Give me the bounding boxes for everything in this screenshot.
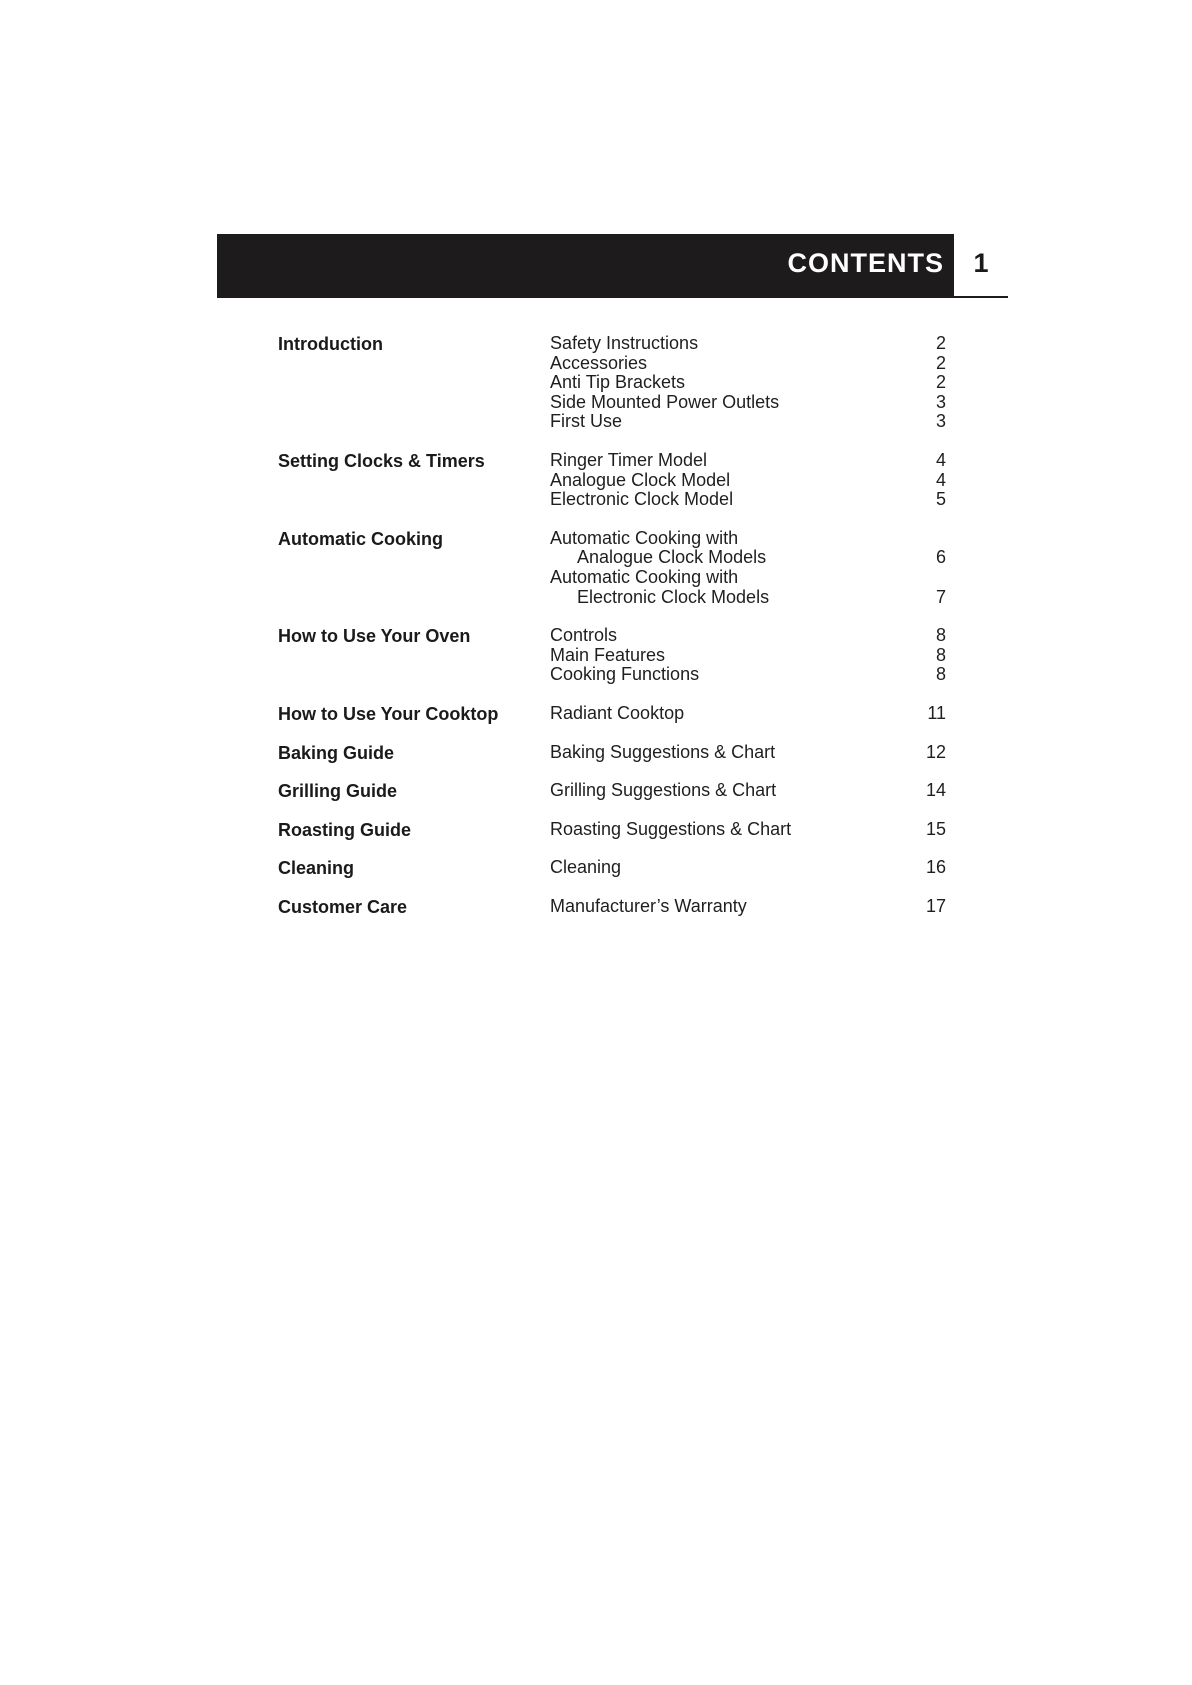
entry-title: Analogue Clock Models <box>577 547 767 568</box>
toc-entry[interactable] <box>550 471 950 491</box>
section-title[interactable]: Introduction <box>278 334 383 354</box>
entry-title: Anti Tip Brackets <box>550 372 686 393</box>
entry-title: Side Mounted Power Outlets <box>550 391 780 412</box>
entry-title: Electronic Clock Model <box>550 489 734 510</box>
section-entries <box>550 529 950 607</box>
entry-title: Radiant Cooktop <box>550 702 685 723</box>
section-title[interactable]: Automatic Cooking <box>278 528 443 549</box>
entry-title: Controls <box>550 625 618 646</box>
entry-page-number: 8 <box>935 625 946 646</box>
entry-page-number: 3 <box>935 411 946 432</box>
entry-title: Ringer Timer Model <box>550 449 708 470</box>
entry-page-number: 16 <box>925 857 946 878</box>
toc-section <box>278 334 950 432</box>
entry-page-number: 8 <box>935 644 946 665</box>
section-entries <box>550 820 950 840</box>
toc-entry[interactable] <box>550 451 950 471</box>
toc-entry[interactable] <box>550 704 950 724</box>
section-title[interactable]: Baking Guide <box>278 742 395 763</box>
toc-entry[interactable] <box>550 393 950 413</box>
toc-entry[interactable] <box>550 858 950 878</box>
entry-page-number: 2 <box>935 333 946 353</box>
section-title[interactable]: Roasting Guide <box>278 819 412 840</box>
section-entries <box>550 781 950 801</box>
toc-entry[interactable] <box>550 373 950 393</box>
section-entries <box>550 451 950 510</box>
entry-title: Accessories <box>550 352 648 373</box>
toc-section <box>278 626 950 685</box>
entry-title: Cleaning <box>550 857 622 878</box>
toc-section <box>278 743 950 763</box>
page-number-rule <box>954 296 1008 298</box>
toc-section <box>278 529 950 607</box>
entry-title: Roasting Suggestions & Chart <box>550 818 792 839</box>
contents-header-bar <box>217 234 954 298</box>
toc-entry[interactable] <box>550 897 950 917</box>
entry-page-number: 2 <box>935 352 946 373</box>
toc-section <box>278 704 950 724</box>
section-entries <box>550 626 950 685</box>
entry-page-number: 7 <box>935 586 946 607</box>
toc-entry[interactable] <box>550 354 950 374</box>
section-entries <box>550 858 950 878</box>
entry-page-number: 5 <box>935 489 946 510</box>
entry-title: Grilling Suggestions & Chart <box>550 780 777 801</box>
toc-section <box>278 820 950 840</box>
entry-title: Analogue Clock Model <box>550 469 731 490</box>
toc-entry[interactable] <box>550 743 950 763</box>
entry-title: Electronic Clock Models <box>577 586 770 607</box>
section-entries <box>550 704 950 724</box>
section-entries <box>550 743 950 763</box>
section-title[interactable]: How to Use Your Cooktop <box>278 703 499 724</box>
toc-entry[interactable] <box>550 548 950 568</box>
toc-section <box>278 781 950 801</box>
section-title[interactable]: Setting Clocks & Timers <box>278 450 485 471</box>
section-title[interactable]: How to Use Your Oven <box>278 626 471 647</box>
section-entries <box>550 897 950 917</box>
entry-page-number: 3 <box>935 391 946 412</box>
toc-entry[interactable] <box>550 646 950 666</box>
entry-page-number: 8 <box>935 664 946 685</box>
section-title[interactable]: Grilling Guide <box>278 781 398 802</box>
toc-entry[interactable] <box>550 820 950 840</box>
toc-entry[interactable] <box>550 529 950 549</box>
entry-title: Cooking Functions <box>550 664 700 685</box>
entry-title: First Use <box>550 411 622 432</box>
page-title: CONTENTS <box>787 248 944 278</box>
page-number: 1 <box>973 248 989 278</box>
entry-page-number: 15 <box>925 818 946 839</box>
entry-title: Automatic Cooking with <box>550 527 739 548</box>
toc-section <box>278 451 950 510</box>
toc-entry[interactable] <box>550 588 950 608</box>
toc-entry[interactable] <box>550 665 950 685</box>
entry-page-number: 2 <box>935 372 946 393</box>
section-entries <box>550 334 950 432</box>
toc-section <box>278 897 950 917</box>
section-title[interactable]: Cleaning <box>278 858 355 879</box>
toc-entry[interactable] <box>550 412 950 432</box>
toc-entry[interactable] <box>550 490 950 510</box>
toc-entry[interactable] <box>550 334 950 354</box>
toc-section <box>278 858 950 878</box>
table-of-contents <box>278 334 950 935</box>
entry-page-number: 6 <box>935 547 946 568</box>
entry-page-number: 12 <box>925 741 946 762</box>
entry-title: Baking Suggestions & Chart <box>550 741 776 762</box>
entry-page-number: 4 <box>935 449 946 470</box>
entry-title: Main Features <box>550 644 666 665</box>
toc-entry[interactable] <box>550 626 950 646</box>
toc-entry[interactable] <box>550 781 950 801</box>
entry-page-number: 14 <box>925 780 946 801</box>
entry-title: Safety Instructions <box>550 333 699 353</box>
entry-page-number: 4 <box>935 469 946 490</box>
entry-page-number: 17 <box>925 895 946 916</box>
entry-title: Automatic Cooking with <box>550 566 739 587</box>
section-title[interactable]: Customer Care <box>278 896 408 917</box>
entry-title: Manufacturer’s Warranty <box>550 895 747 916</box>
entry-page-number: 11 <box>927 702 946 723</box>
toc-entry[interactable] <box>550 568 950 588</box>
